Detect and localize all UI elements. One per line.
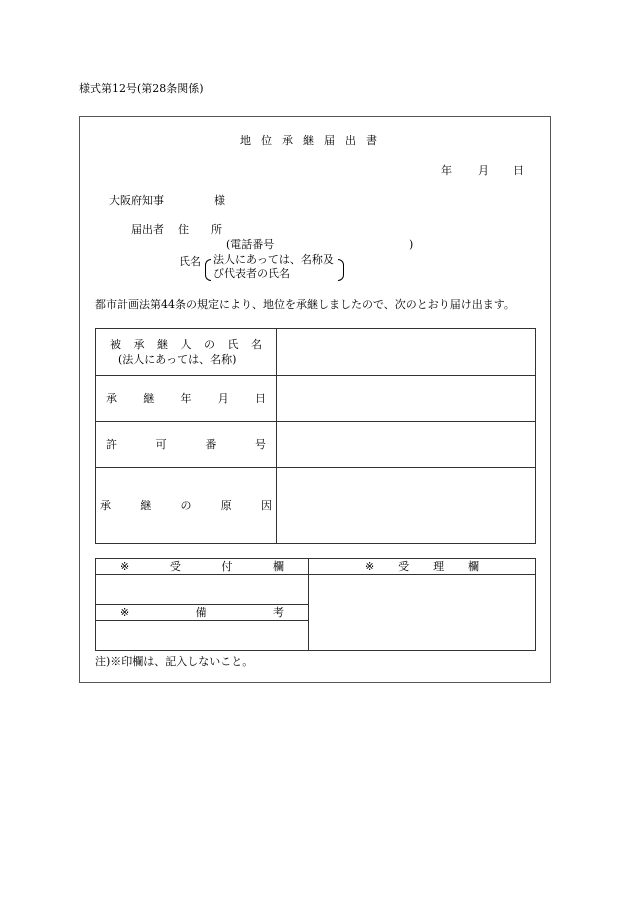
form-number: 様式第12号(第28条関係)	[79, 82, 204, 95]
date-year-label: 年	[441, 164, 452, 177]
succession-date-label-cell	[96, 376, 277, 422]
successor-name-sublabel: (法人にあっては、名称)	[118, 353, 237, 366]
name-label: 氏名	[179, 255, 201, 268]
date-month-label: 月	[478, 164, 489, 177]
address-label: 住 所	[178, 223, 222, 236]
processing-input[interactable]	[309, 575, 536, 651]
form-title: 地位承継届出書	[240, 134, 387, 147]
processing-header: ※ 受 理 欄	[365, 559, 479, 573]
permit-number-label: 許 可 番 号	[106, 437, 266, 451]
successor-name-label: 被 承 継 人 の 氏 名	[110, 337, 262, 351]
main-table	[95, 328, 536, 544]
addressee-name: 大阪府知事	[109, 194, 164, 207]
office-use-table	[95, 558, 536, 651]
reception-header: ※ 受 付 欄	[120, 559, 284, 573]
table-row	[96, 559, 536, 575]
phone-label: (電話番号	[226, 238, 275, 251]
table-row	[96, 575, 536, 605]
permit-number-label-cell	[96, 422, 277, 468]
successor-name-label-cell	[96, 329, 277, 376]
permit-number-input[interactable]	[277, 422, 536, 468]
addressee-honorific: 様	[214, 194, 225, 207]
date-day-label: 日	[513, 164, 524, 177]
footnote: 注)※印欄は、記入しないこと。	[95, 655, 254, 668]
remarks-input[interactable]	[96, 621, 309, 651]
phone-close: )	[409, 238, 414, 251]
table-row	[96, 422, 536, 468]
reception-header-cell	[96, 559, 309, 575]
processing-header-cell	[309, 559, 536, 575]
remarks-header-cell	[96, 605, 309, 621]
statement: 都市計画法第44条の規定により、地位を承継しましたので、次のとおり届け出ます。	[95, 298, 515, 311]
table-row	[96, 376, 536, 422]
reception-input[interactable]	[96, 575, 309, 605]
succession-reason-input[interactable]	[277, 468, 536, 544]
succession-date-label: 承 継 年 月 日	[106, 391, 266, 405]
succession-date-input[interactable]	[277, 376, 536, 422]
name-note-bracket-left	[205, 259, 211, 281]
remarks-header: ※ 備 考	[120, 605, 284, 619]
table-row	[96, 468, 536, 544]
table-row	[96, 329, 536, 376]
succession-reason-label: 承 継 の 原 因	[100, 498, 272, 512]
name-note-line2: び代表者の氏名	[213, 267, 290, 280]
succession-reason-label-cell	[96, 468, 277, 544]
successor-name-input[interactable]	[277, 329, 536, 376]
applicant-label: 届出者	[131, 223, 164, 236]
name-note-line1: 法人にあっては、名称及	[213, 253, 334, 266]
name-note-bracket-right	[338, 259, 344, 281]
